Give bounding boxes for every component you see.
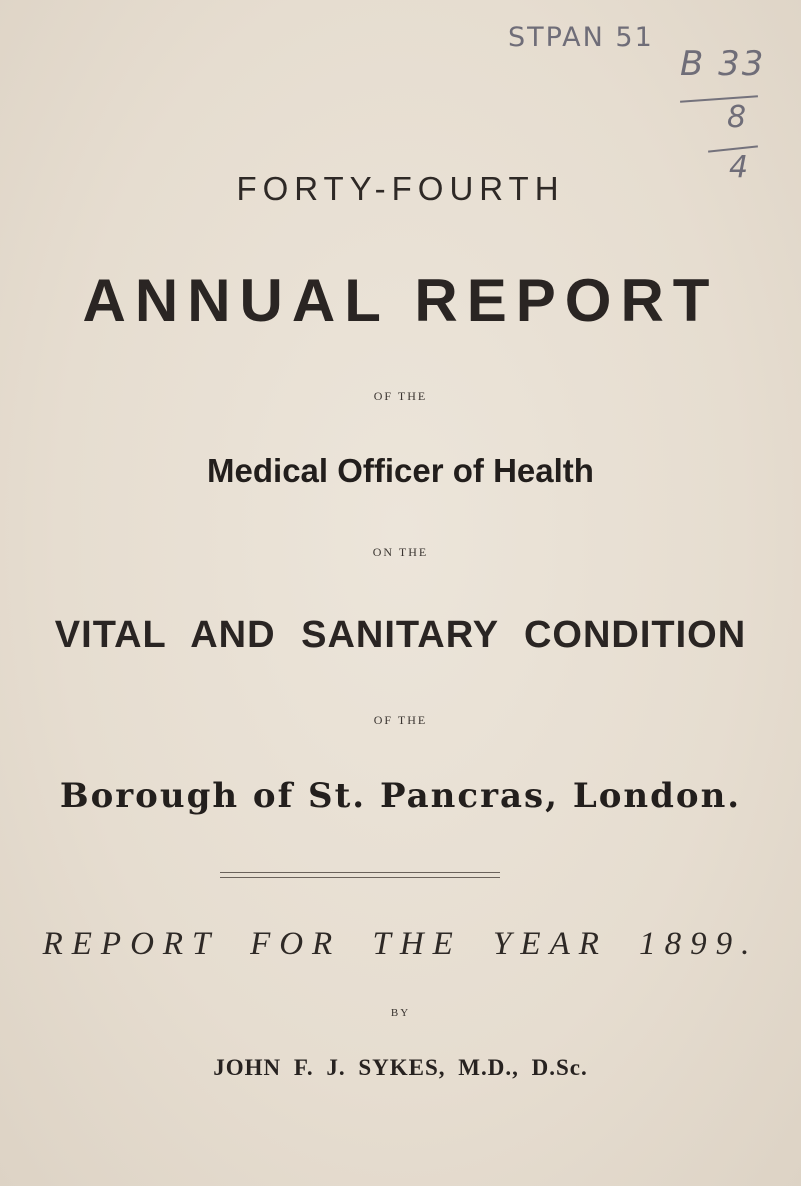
byline-label: BY: [390, 1007, 411, 1019]
double-rule-divider: [220, 872, 500, 878]
handwritten-number-2: 4: [729, 150, 750, 185]
connector-text: OF THE: [373, 389, 428, 403]
report-title: ANNUAL REPORT: [82, 267, 719, 334]
borough-name: Borough of St. Pancras, London.: [59, 776, 742, 816]
connector-text: OF THE: [373, 713, 428, 727]
handwritten-number-1: 8: [727, 100, 748, 135]
connector-text: ON THE: [372, 545, 429, 559]
report-topic: VITAL AND SANITARY CONDITION: [54, 614, 747, 656]
author-name: JOHN F. J. SYKES, M.D., D.Sc.: [213, 1055, 588, 1080]
handwritten-shelfmark: B 33: [680, 44, 766, 84]
edition-heading: FORTY-FOURTH: [236, 170, 565, 207]
handwritten-reference: STPAN 51: [508, 22, 654, 53]
report-subject: Medical Officer of Health: [207, 452, 594, 489]
report-year: REPORT FOR THE YEAR 1899.: [42, 926, 759, 962]
